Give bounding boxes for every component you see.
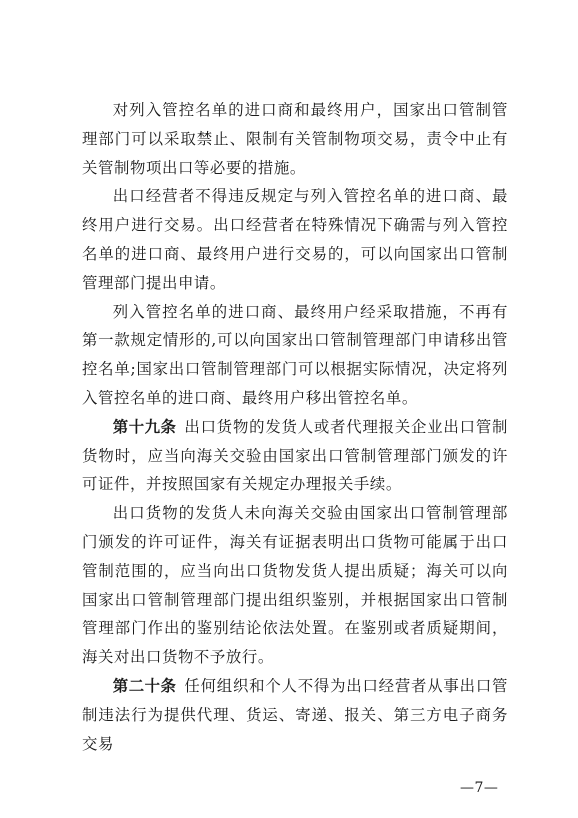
paragraph-5 [82,499,508,672]
page-number: —7— [460,780,499,796]
paragraph-2 [82,182,508,297]
paragraph-1-text: 对列入管控名单的进口商和最终用户，国家出口管制管理部门可以采取禁止、限制有关管制物项交易，责令中止有关管制物项出口等必要的措施。 [82,101,508,177]
article-20-paragraph [82,672,508,758]
article-19-paragraph [82,413,508,499]
article-20-number: 第二十条 [112,676,177,695]
article-20-text: 任何组织和个人不得为出口经营者从事出口管制违法行为提供代理、货运、寄递、报关、第三方电子商务交易 [82,676,508,753]
paragraph-1 [82,96,508,182]
paragraph-2-text: 出口经营者不得违反规定与列入管控名单的进口商、最终用户进行交易。出口经营者在特殊情况下确需与列入管控名单的进口商、最终用户进行交易的，可以向国家出口管制管理部门提出申请。 [82,187,508,292]
paragraph-3 [82,298,508,413]
article-19-number: 第十九条 [112,417,177,436]
document-body [82,96,508,758]
paragraph-3-text: 列入管控名单的进口商、最终用户经采取措施，不再有第一款规定情形的,可以向国家出口管制管理部门申请移出管控名单;国家出口管制管理部门可以根据实际情况，决定将列入管控名单的进口商、最终用户移出管控名单。 [82,302,508,407]
paragraph-5-text: 出口货物的发货人未向海关交验由国家出口管制管理部门颁发的许可证件，海关有证据表明出口货物可能属于出口管制范围的，应当向出口货物发货人提出质疑；海关可以向国家出口管制管理部门提出组织鉴别，并根据国家出口管制管理部门作出的鉴别结论依法处置。在鉴别或者质疑期间，海关对出口货物不予放行。 [82,504,508,667]
article-19-text: 出口货物的发货人或者代理报关企业出口管制货物时，应当向海关交验由国家出口管制管理部门颁发的许可证件，并按照国家有关规定办理报关手续。 [82,417,508,494]
